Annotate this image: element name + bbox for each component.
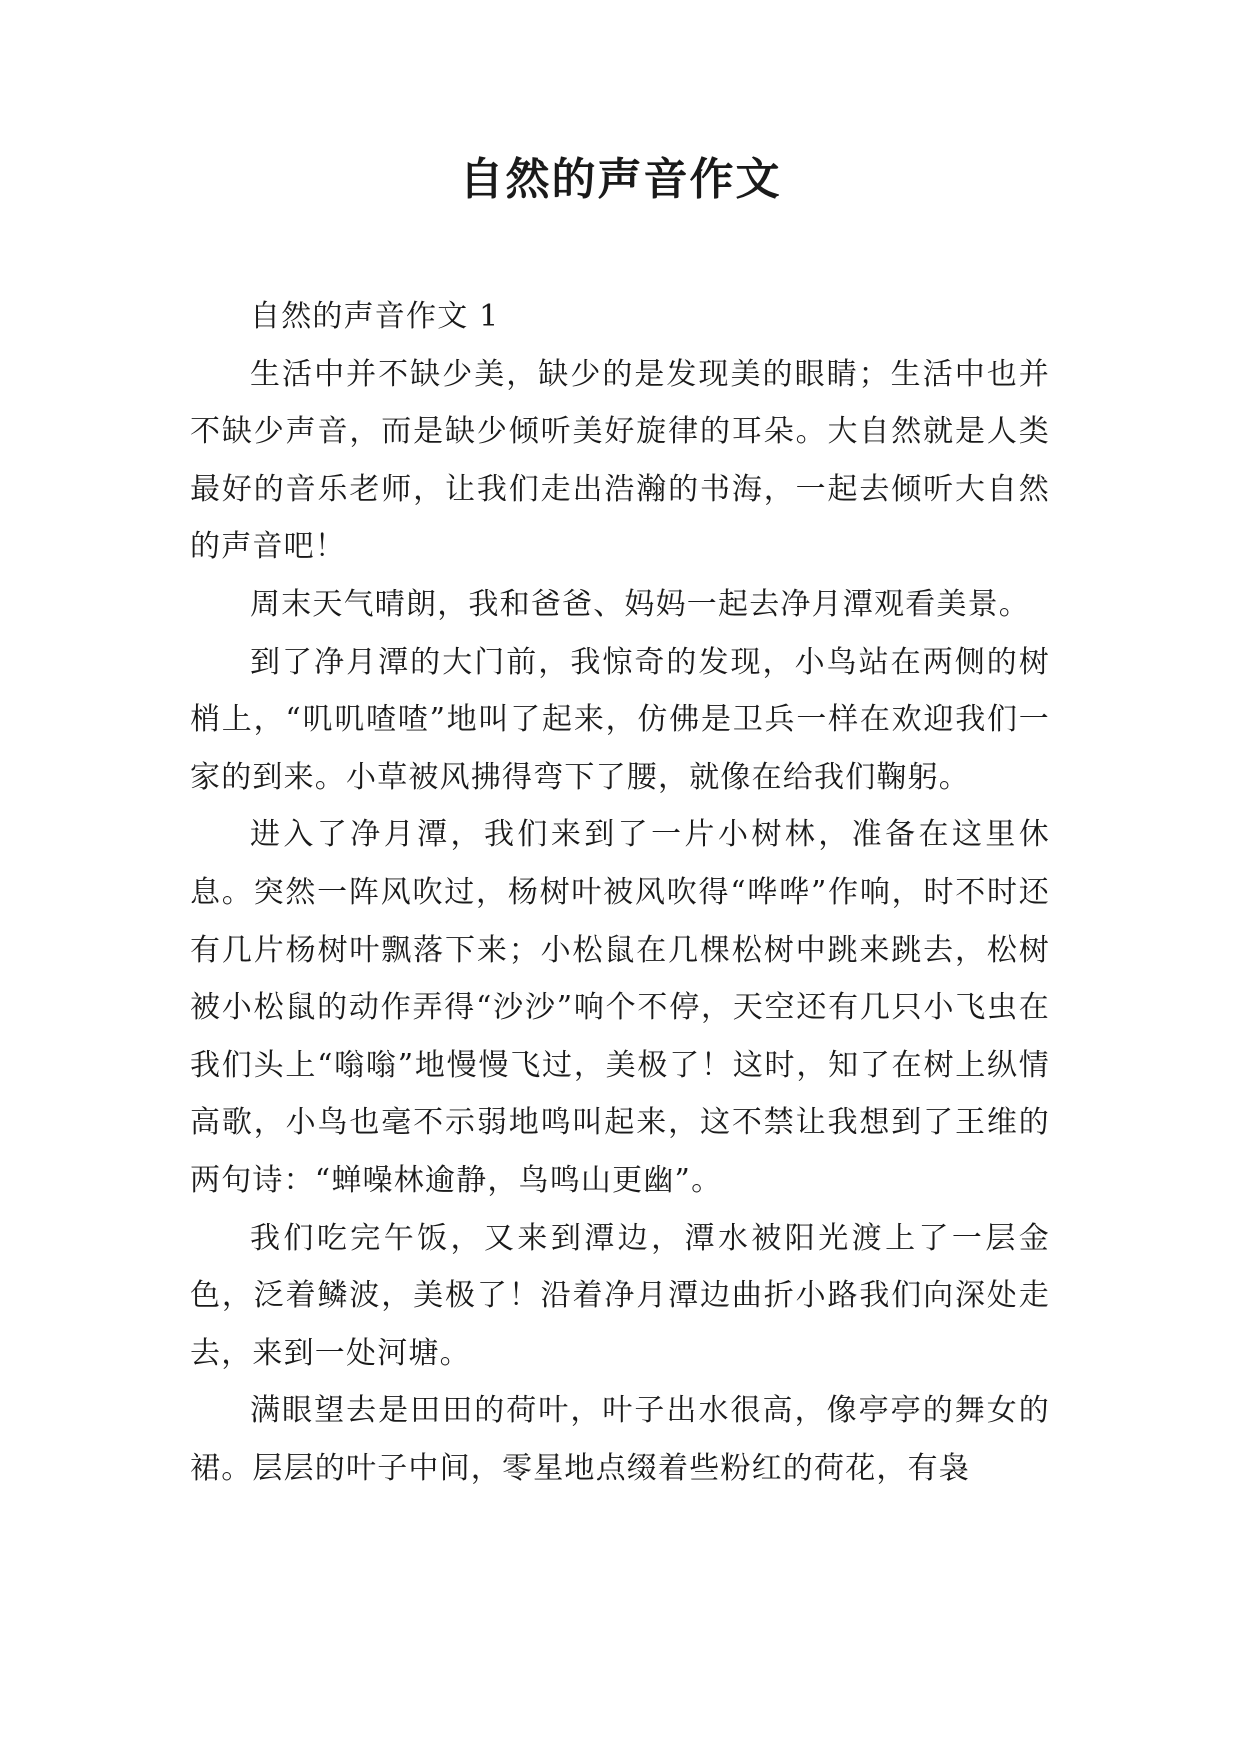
document-title: 自然的声音作文 <box>459 154 782 205</box>
paragraph-2: 周末天气晴朗，我和爸爸、妈妈一起去净月潭观看美景。 <box>250 586 1030 622</box>
section-heading: 自然的声音作文 1 <box>250 299 500 334</box>
paragraph-3: 到了净月潭的大门前，我惊奇的发现，小鸟站在两侧的树梢上，“叽叽喳喳”地叫了起来，仿佛是卫兵一样在欢迎我们一家的到来。小草被风拂得弯下了腰，就像在给我们鞠躬。 <box>190 644 1050 795</box>
document-body <box>190 288 1050 1497</box>
page-bottom-margin <box>0 1560 1241 1754</box>
paragraph-4: 进入了净月潭，我们来到了一片小树林，准备在这里休息。突然一阵风吹过，杨树叶被风吹得“哗哗”作响，时不时还有几片杨树叶飘落下来；小松鼠在几棵松树中跳来跳去，松树被小松鼠的动作弄得“沙沙”响个不停，天空还有几只小飞虫在我们头上“嗡嗡”地慢慢飞过，美极了！这时，知了在树上纵情高歌，小鸟也毫不示弱地鸣叫起来，这不禁让我想到了王维的两句诗：“蝉噪林逾静，鸟鸣山更幽”。 <box>190 817 1050 1198</box>
paragraph-5: 我们吃完午饭，又来到潭边，潭水被阳光渡上了一层金色，泛着鳞波，美极了！沿着净月潭边曲折小路我们向深处走去，来到一处河塘。 <box>190 1220 1050 1371</box>
paragraph-6: 满眼望去是田田的荷叶，叶子出水很高，像亭亭的舞女的裙。层层的叶子中间，零星地点缀着些粉红的荷花，有袅 <box>190 1393 1050 1486</box>
paragraph-1: 生活中并不缺少美，缺少的是发现美的眼睛；生活中也并不缺少声音，而是缺少倾听美好旋律的耳朵。大自然就是人类最好的音乐老师，让我们走出浩瀚的书海，一起去倾听大自然的声音吧！ <box>190 356 1050 565</box>
